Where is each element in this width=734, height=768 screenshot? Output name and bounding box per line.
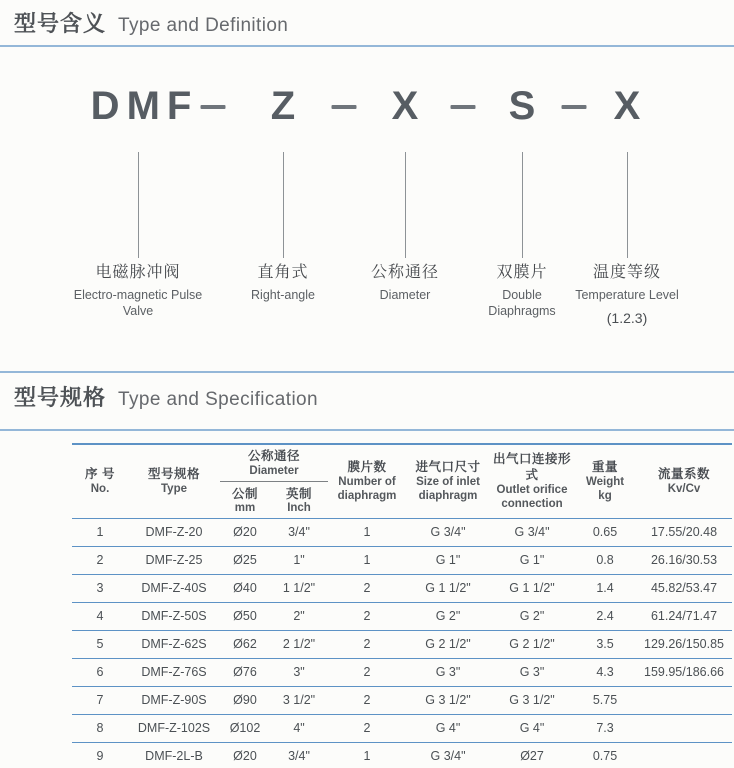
connector-line [283,152,284,258]
col-header-en: mm [234,502,256,515]
table-cell: Ø20 [220,518,270,546]
legend-label-en: Diameter [379,288,431,302]
table-cell: Ø40 [220,574,270,602]
table-cell: 3/4" [270,518,328,546]
table-cell: G 4" [490,714,574,742]
table-cell [636,686,732,714]
col-header-diameter-imperial [270,482,328,518]
legend-label-zh: 直角式 [257,264,309,281]
table-cell: DMF-Z-76S [128,658,220,686]
table-cell: 3.5 [574,630,636,658]
table-cell: DMF-2L-B [128,742,220,768]
table-cell: 26.16/30.53 [636,546,732,574]
col-header-en: Inch [287,502,311,515]
table-cell: 1 [328,742,406,768]
table-cell: 159.95/186.66 [636,658,732,686]
table-cell: 2 1/2" [270,630,328,658]
table-row [72,658,732,686]
table-cell: 45.82/53.47 [636,574,732,602]
formula-part-series: DMF [90,84,199,128]
table-cell: G 2 1/2" [406,630,490,658]
legend-item-double-diaphragms [476,259,568,320]
table-cell: 4" [270,714,328,742]
table-cell: 0.65 [574,518,636,546]
table-cell: 9 [72,742,128,768]
col-header-zh: 进气口尺寸 [415,460,481,475]
table-cell: 3" [270,658,328,686]
legend-label-zh: 双膜片 [496,264,548,281]
table-cell: G 3/4" [406,518,490,546]
legend-item-diameter [345,259,465,303]
legend-label-en: Electro-magnetic Pulse Valve [73,288,203,319]
col-header-outlet [490,444,574,518]
table-cell: 6 [72,658,128,686]
table-cell: DMF-Z-25 [128,546,220,574]
table-row [72,518,732,546]
formula-part-angle: Z [270,84,296,128]
connector-line [522,152,523,258]
table-row [72,742,732,768]
legend-label-zh: 温度等级 [592,264,661,281]
table-cell: 1 [328,546,406,574]
table-cell: Ø102 [220,714,270,742]
section-title-en: Type and Specification [118,389,318,410]
formula-part-diaphragm: S [508,84,536,128]
col-header-en: Number of diaphragm [337,475,397,502]
col-header-type [128,444,220,518]
dash-separator-icon [332,105,357,109]
dash-separator-icon [201,105,226,109]
table-cell: 1" [270,546,328,574]
col-header-en: Outlet orifice connection [496,484,568,511]
table-cell: G 3/4" [406,742,490,768]
table-cell: G 3" [406,658,490,686]
spec-table-body [72,518,732,768]
col-header-en: Size of inlet diaphragm [416,475,480,502]
table-cell: G 4" [406,714,490,742]
section-title-zh: 型号规格 [14,385,107,410]
table-cell: Ø25 [220,546,270,574]
table-cell: 1 [72,518,128,546]
formula-part-diameter: X [391,84,419,128]
table-cell: 3 1/2" [270,686,328,714]
table-row [72,630,732,658]
table-row [72,574,732,602]
col-header-zh: 英制 [286,486,313,501]
dash-separator-icon [562,105,587,109]
section-heading-specification [14,381,318,412]
legend-item-temperature-level [561,259,693,326]
table-cell: G 2" [490,602,574,630]
table-cell: 2 [328,686,406,714]
col-header-diameter-metric [220,482,270,518]
connector-line [627,152,628,258]
formula-part-temperature: X [613,84,641,128]
legend-label-en: Temperature Level [575,288,679,302]
col-header-inlet [406,444,490,518]
table-cell: 0.75 [574,742,636,768]
table-cell: 5 [72,630,128,658]
section-divider-line [0,371,734,373]
table-cell: Ø27 [490,742,574,768]
table-cell: 2 [328,630,406,658]
col-header-kv [636,444,732,518]
col-header-zh: 流量系数 [658,466,711,481]
table-cell: DMF-Z-50S [128,602,220,630]
col-header-unit: kg [598,489,612,502]
legend-label-zh: 电磁脉冲阀 [95,264,181,281]
table-cell: Ø90 [220,686,270,714]
table-row [72,686,732,714]
table-cell: DMF-Z-20 [128,518,220,546]
table-row [72,602,732,630]
table-cell: Ø62 [220,630,270,658]
table-cell: DMF-Z-90S [128,686,220,714]
section-title-en: Type and Definition [118,15,289,36]
col-header-zh: 重量 [592,460,619,475]
table-cell: G 1 1/2" [406,574,490,602]
table-cell: DMF-Z-62S [128,630,220,658]
table-cell: G 3 1/2" [406,686,490,714]
table-cell: 2 [328,714,406,742]
table-cell: 8 [72,714,128,742]
connector-line [138,152,139,258]
table-cell: G 3" [490,658,574,686]
table-cell: 3 [72,574,128,602]
legend-item-pulse-valve [72,259,204,320]
table-cell: 4.3 [574,658,636,686]
table-row [72,546,732,574]
table-cell: 2 [328,658,406,686]
legend-note: (1.2.3) [606,310,648,327]
col-header-zh: 出气口连接形式 [493,451,572,483]
table-cell: 2 [72,546,128,574]
table-cell: G 1 1/2" [490,574,574,602]
table-cell: 2 [328,602,406,630]
legend-item-right-angle [223,259,343,303]
section-title-zh: 型号含义 [14,11,107,36]
table-cell: 17.55/20.48 [636,518,732,546]
table-cell: G 2" [406,602,490,630]
table-cell: 0.8 [574,546,636,574]
table-cell: G 1" [406,546,490,574]
col-header-en: No. [90,482,110,495]
table-cell: 3/4" [270,742,328,768]
table-cell: DMF-Z-102S [128,714,220,742]
dash-separator-icon [451,105,476,109]
legend-label-en: Right-angle [251,288,315,302]
table-cell: Ø50 [220,602,270,630]
table-cell: 129.26/150.85 [636,630,732,658]
table-cell: 2 [328,574,406,602]
table-cell: G 3/4" [490,518,574,546]
col-header-zh: 型号规格 [147,466,200,481]
col-header-weight [574,444,636,518]
col-header-diameter [220,444,328,482]
legend-label-en: Double Diaphragms [488,288,556,319]
section-divider-line [0,429,734,431]
legend-label-zh: 公称通径 [370,264,439,281]
table-row [72,714,732,742]
col-header-diaphragm [328,444,406,518]
col-header-zh: 公制 [231,486,258,501]
table-cell: 5.75 [574,686,636,714]
table-cell [636,742,732,768]
table-cell [636,714,732,742]
col-header-zh: 膜片数 [347,460,387,475]
spec-table [72,443,732,768]
table-cell: 1 1/2" [270,574,328,602]
section-heading-definition [14,7,288,38]
section-divider-line [0,45,734,47]
table-cell: G 3 1/2" [490,686,574,714]
table-cell: Ø20 [220,742,270,768]
table-cell: 2" [270,602,328,630]
table-cell: 1 [328,518,406,546]
connector-line [405,152,406,258]
table-cell: 4 [72,602,128,630]
col-header-en: Kv/Cv [667,482,701,495]
col-header-no [72,444,128,518]
col-header-en: Weight [585,475,625,488]
table-cell: 7 [72,686,128,714]
table-cell: DMF-Z-40S [128,574,220,602]
table-cell: 7.3 [574,714,636,742]
table-cell: G 2 1/2" [490,630,574,658]
col-header-en: Type [161,482,187,495]
col-header-en: Diameter [249,464,299,477]
table-cell: Ø76 [220,658,270,686]
col-header-zh: 公称通径 [248,448,301,463]
table-cell: G 1" [490,546,574,574]
table-cell: 1.4 [574,574,636,602]
table-cell: 61.24/71.47 [636,602,732,630]
col-header-zh: 序 号 [85,466,115,481]
table-cell: 2.4 [574,602,636,630]
